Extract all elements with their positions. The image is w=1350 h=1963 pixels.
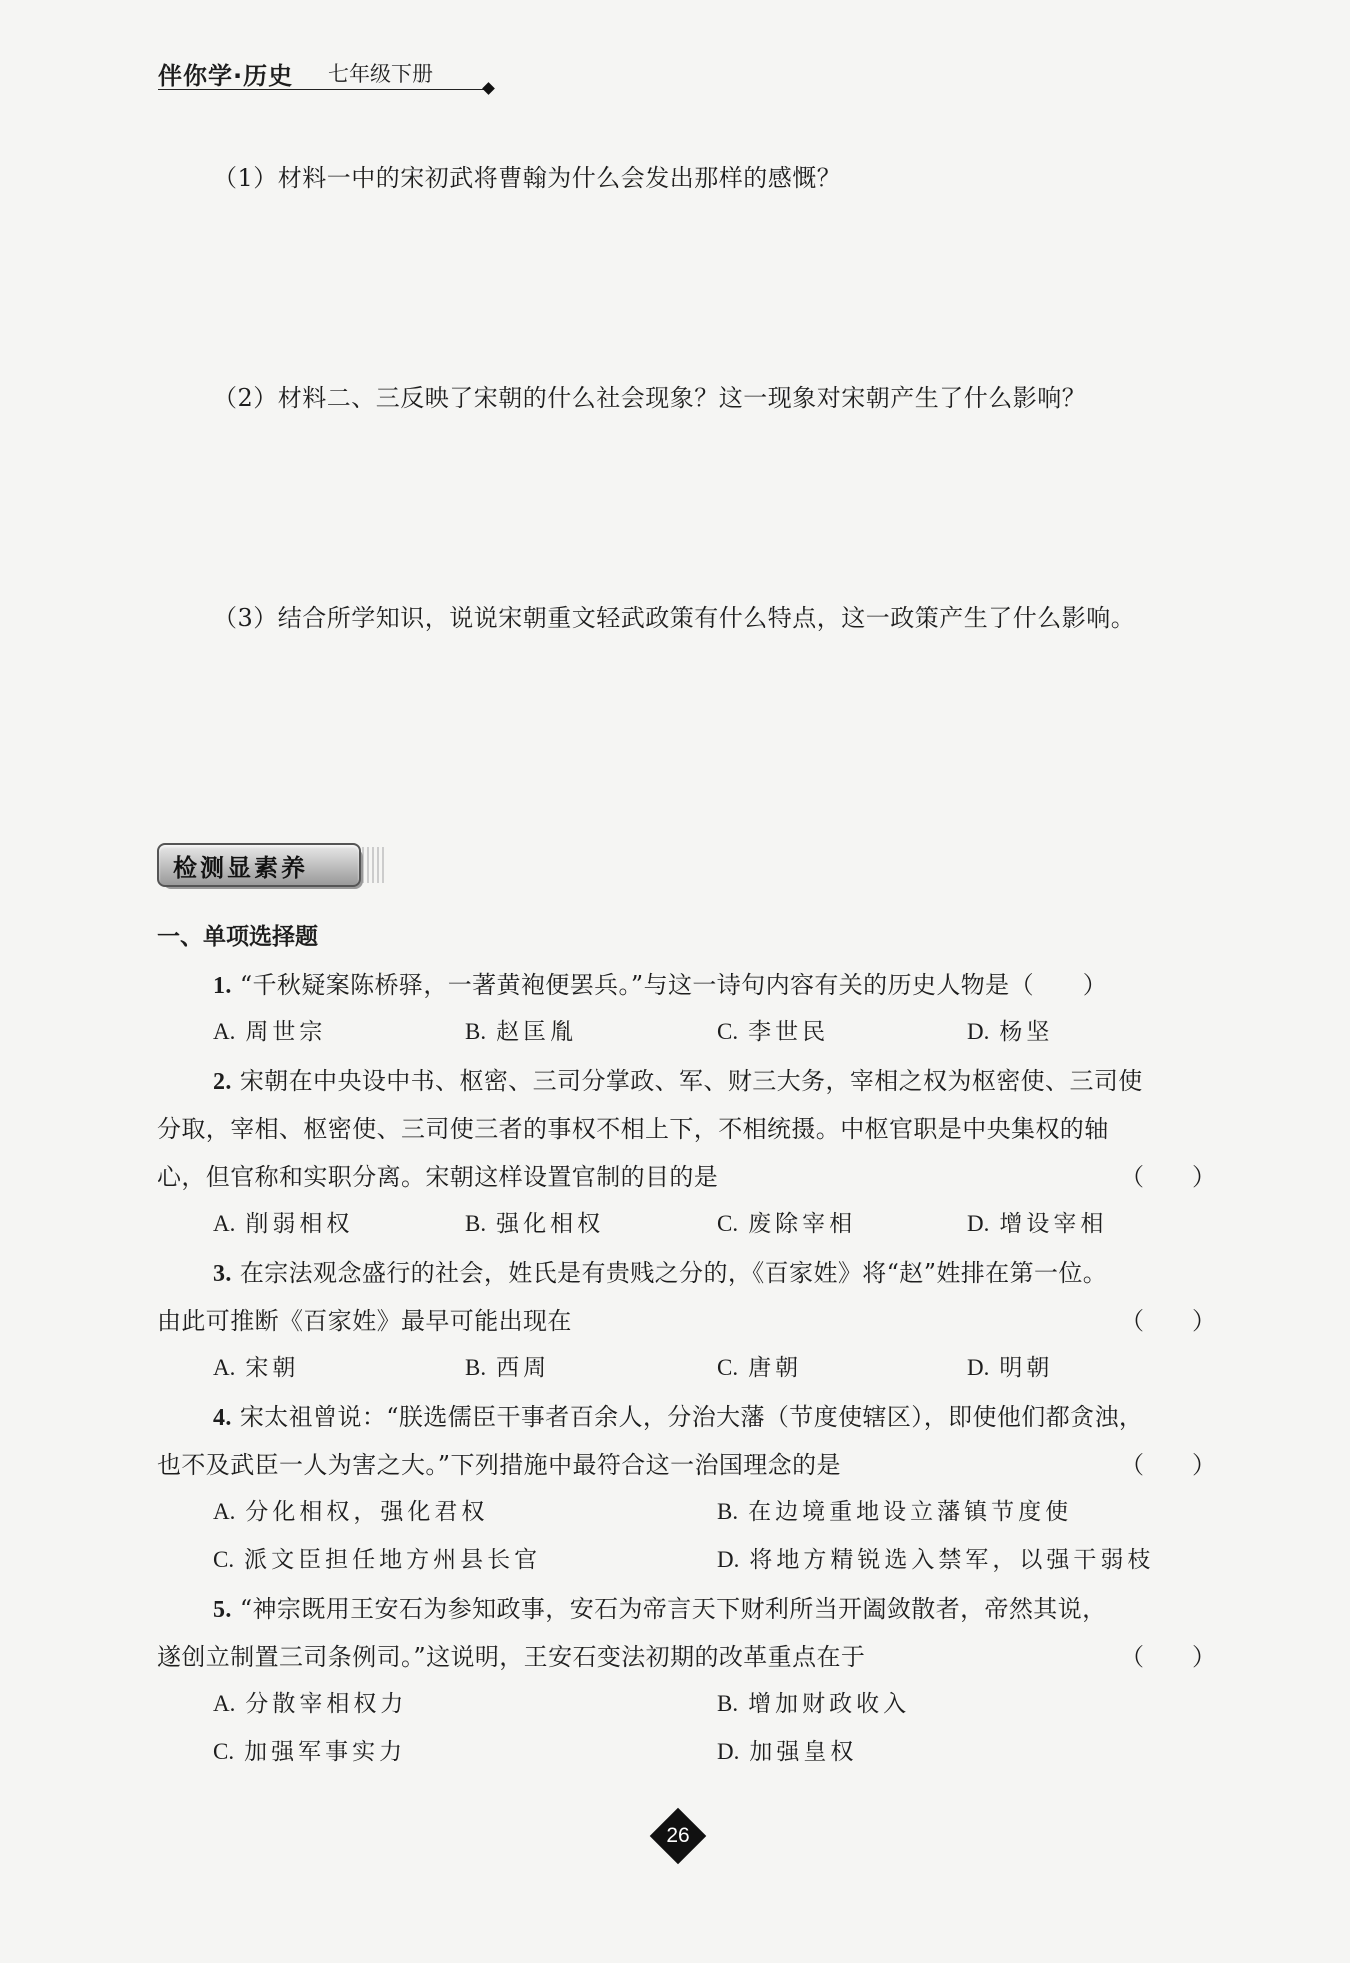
option-text: 杨坚 — [999, 1019, 1054, 1045]
page-header — [158, 56, 498, 88]
option-2a[interactable] — [213, 1205, 353, 1238]
option-label: C. — [717, 1211, 739, 1236]
question-number: 4. — [213, 1405, 232, 1431]
option-label: A. — [213, 1019, 236, 1044]
option-5b[interactable] — [717, 1685, 910, 1718]
option-text: 在边境重地设立藩镇节度使 — [748, 1499, 1073, 1525]
book-title: 伴你学·历史 — [158, 62, 294, 90]
option-text: 加强皇权 — [749, 1739, 858, 1765]
question-4-line-1 — [213, 1397, 1143, 1432]
sub-question-1: （1）材料一中的宋初武将曹翰为什么会发出那样的感慨？ — [213, 164, 842, 192]
option-5d[interactable] — [717, 1733, 857, 1766]
option-4d[interactable] — [717, 1541, 1154, 1574]
sub-question-2: （2）材料二、三反映了宋朝的什么社会现象？这一现象对宋朝产生了什么影响？ — [213, 384, 1087, 412]
option-label: C. — [213, 1547, 235, 1572]
option-1b[interactable] — [465, 1013, 577, 1046]
option-4a[interactable] — [213, 1493, 488, 1526]
answer-blank[interactable]: （ ） — [1120, 1451, 1216, 1479]
option-text: 李世民 — [748, 1019, 830, 1045]
option-1d[interactable] — [967, 1013, 1053, 1046]
option-text: 唐朝 — [748, 1355, 803, 1381]
section-heading: 一、单项选择题 — [157, 924, 318, 950]
option-label: A. — [213, 1355, 236, 1380]
option-text: 明朝 — [999, 1355, 1054, 1381]
question-number: 5. — [213, 1597, 232, 1623]
sub-question-3: （3）结合所学知识，说说宋朝重文轻武政策有什么特点，这一政策产生了什么影响。 — [213, 604, 1136, 632]
question-text: 宋太祖曾说：“朕选儒臣干事者百余人，分治大藩（节度使辖区），即使他们都贪浊， — [239, 1403, 1144, 1431]
question-number: 1. — [213, 973, 232, 999]
question-number: 3. — [213, 1261, 232, 1287]
option-3c[interactable] — [717, 1349, 802, 1382]
option-4b[interactable] — [717, 1493, 1072, 1526]
option-1a[interactable] — [213, 1013, 326, 1046]
option-text: 分化相权，强化君权 — [245, 1499, 489, 1525]
question-text: 在宗法观念盛行的社会，姓氏是有贵贱之分的，《百家姓》将“赵”姓排在第一位。 — [239, 1259, 1108, 1287]
option-label: D. — [717, 1739, 740, 1764]
section-badge-label: 检测显素养 — [173, 854, 308, 882]
option-label: B. — [465, 1019, 487, 1044]
question-5-line-1 — [213, 1589, 1107, 1624]
option-text: 废除宰相 — [748, 1211, 857, 1237]
option-text: 加强军事实力 — [244, 1739, 407, 1765]
option-text: 赵匡胤 — [496, 1019, 578, 1045]
question-2-line-2: 分取，宰相、枢密使、三司使三者的事权不相上下，不相统摄。中枢官职是中央集权的轴 — [157, 1115, 1109, 1143]
option-text: 强化相权 — [496, 1211, 605, 1237]
section-badge — [157, 843, 375, 887]
option-label: C. — [717, 1019, 739, 1044]
option-text: 增加财政收入 — [748, 1691, 911, 1717]
option-label: B. — [465, 1355, 487, 1380]
option-3b[interactable] — [465, 1349, 550, 1382]
option-text: 将地方精锐选入禁军，以强干弱枝 — [749, 1547, 1155, 1573]
option-5c[interactable] — [213, 1733, 406, 1766]
option-1c[interactable] — [717, 1013, 829, 1046]
option-label: D. — [967, 1211, 990, 1236]
option-label: B. — [465, 1211, 487, 1236]
option-2b[interactable] — [465, 1205, 604, 1238]
option-label: B. — [717, 1691, 739, 1716]
answer-blank[interactable]: （ ） — [1120, 1307, 1216, 1335]
option-2c[interactable] — [717, 1205, 856, 1238]
option-label: A. — [213, 1499, 236, 1524]
option-text: 宋朝 — [245, 1355, 300, 1381]
question-3-line-2: 由此可推断《百家姓》最早可能出现在 — [157, 1307, 572, 1335]
option-2d[interactable] — [967, 1205, 1107, 1238]
header-rule — [158, 89, 488, 90]
question-text: 宋朝在中央设中书、枢密、三司分掌政、军、财三大务，宰相之权为枢密使、三司使 — [239, 1067, 1143, 1095]
answer-blank[interactable]: （ ） — [1120, 1163, 1216, 1191]
question-number: 2. — [213, 1069, 232, 1095]
option-3a[interactable] — [213, 1349, 299, 1382]
question-2-line-1 — [213, 1061, 1143, 1096]
question-5-line-2: 遂创立制置三司条例司。”这说明，王安石变法初期的改革重点在于 — [157, 1643, 866, 1671]
question-2-line-3: 心，但官称和实职分离。宋朝这样设置官制的目的是 — [157, 1163, 719, 1191]
option-text: 西周 — [496, 1355, 551, 1381]
option-label: D. — [967, 1355, 990, 1380]
question-text: “千秋疑案陈桥驿，一著黄袍便罢兵。”与这一诗句内容有关的历史人物是（ ） — [239, 971, 1108, 999]
option-3d[interactable] — [967, 1349, 1053, 1382]
grade-label: 七年级下册 — [328, 62, 433, 86]
option-text: 削弱相权 — [245, 1211, 354, 1237]
option-text: 分散宰相权力 — [245, 1691, 408, 1717]
option-label: C. — [213, 1739, 235, 1764]
option-label: A. — [213, 1211, 236, 1236]
option-label: D. — [967, 1019, 990, 1044]
question-1-line-1 — [213, 965, 1107, 1000]
option-label: A. — [213, 1691, 236, 1716]
question-4-line-2: 也不及武臣一人为害之大。”下列措施中最符合这一治国理念的是 — [157, 1451, 841, 1479]
option-text: 周世宗 — [245, 1019, 327, 1045]
option-label: C. — [717, 1355, 739, 1380]
option-4c[interactable] — [213, 1541, 541, 1574]
option-label: D. — [717, 1547, 740, 1572]
option-5a[interactable] — [213, 1685, 407, 1718]
option-text: 派文臣担任地方州县长官 — [244, 1547, 542, 1573]
option-label: B. — [717, 1499, 739, 1524]
question-3-line-1 — [213, 1253, 1107, 1288]
answer-blank[interactable]: （ ） — [1120, 1643, 1216, 1671]
diamond-icon — [482, 82, 495, 95]
option-text: 增设宰相 — [999, 1211, 1108, 1237]
question-text: “神宗既用王安石为参知政事，安石为帝言天下财利所当开阖敛散者，帝然其说， — [239, 1595, 1107, 1623]
page-number: 26 — [666, 1824, 690, 1847]
